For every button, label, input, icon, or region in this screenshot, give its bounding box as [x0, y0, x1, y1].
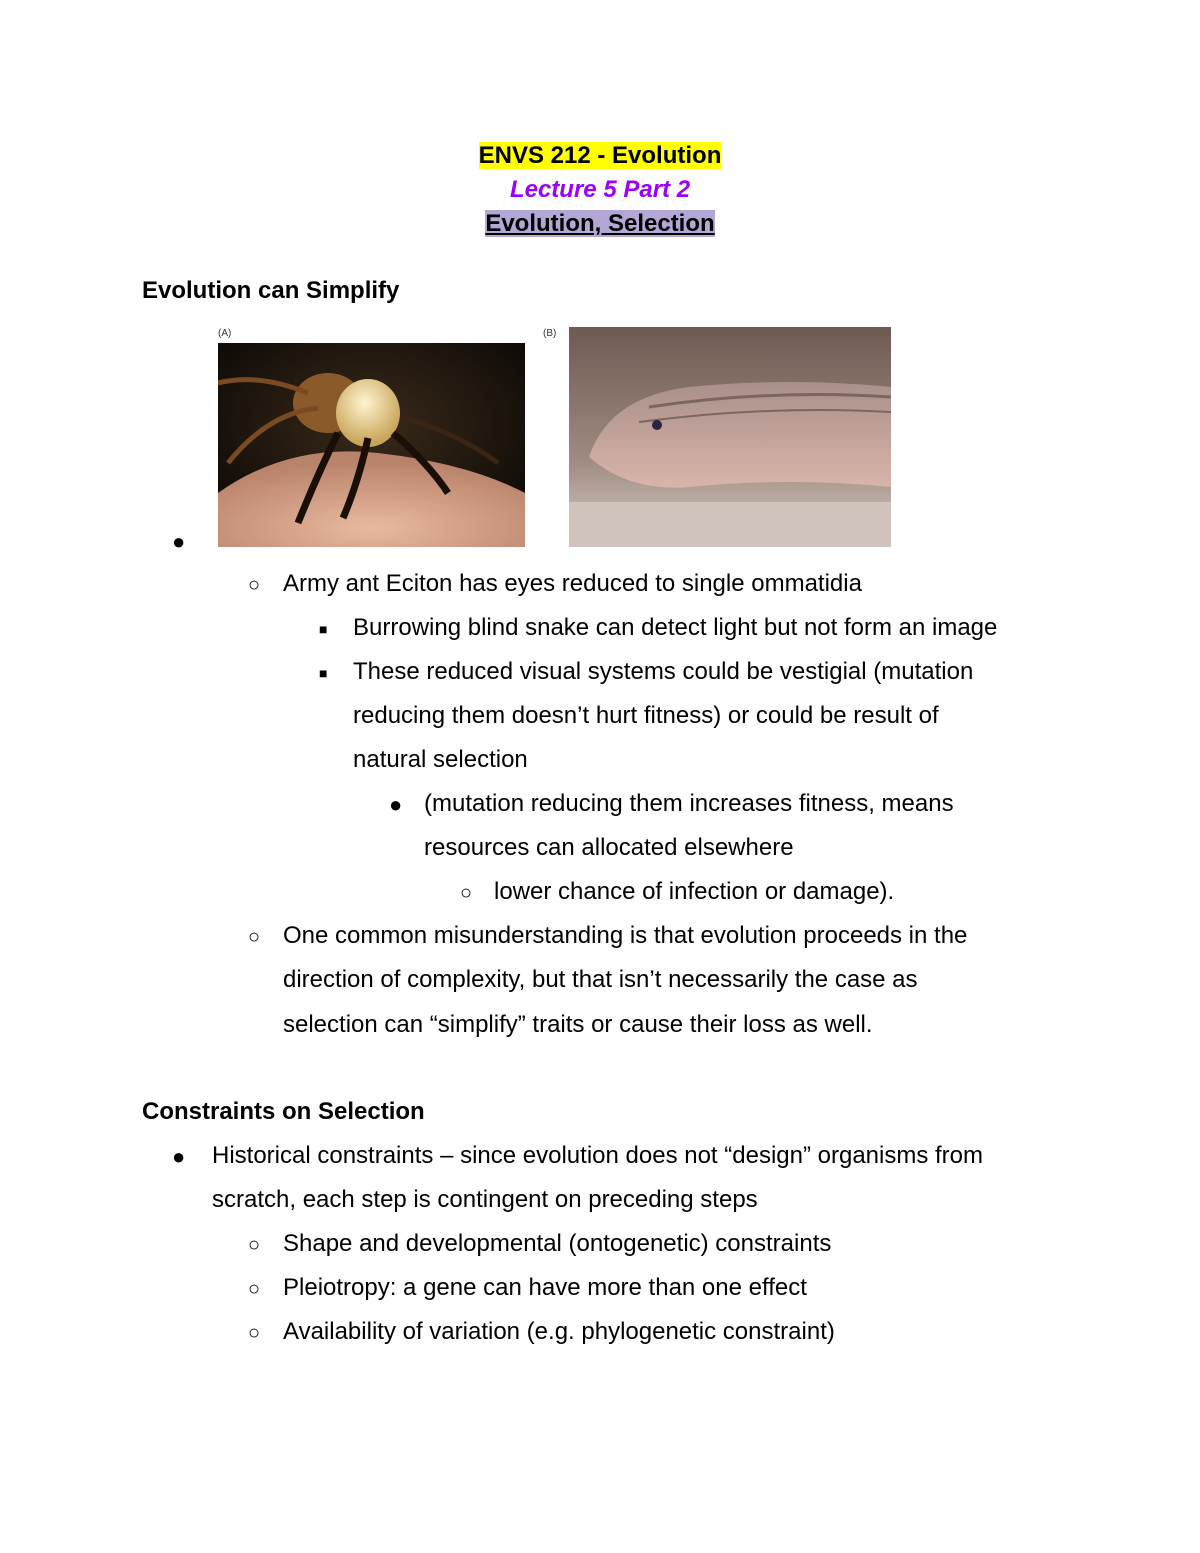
- list-item: Availability of variation (e.g. phylogenetic constraint): [283, 1318, 835, 1345]
- list-item: (mutation reducing them increases fitness, means: [424, 790, 954, 817]
- bullet-disc: ●: [172, 1144, 186, 1169]
- list-item: Shape and developmental (ontogenetic) constraints: [283, 1230, 832, 1257]
- figure-panel-b-label: (B): [543, 328, 557, 339]
- list-item: Pleiotropy: a gene can have more than one effect: [283, 1274, 807, 1301]
- list-item: One common misunderstanding is that evolution proceeds in the: [283, 922, 968, 949]
- bullet-circle: ○: [248, 1234, 261, 1256]
- army-ant-photo: [218, 343, 525, 547]
- bullet-circle: ○: [248, 574, 261, 596]
- list-item: Army ant Eciton has eyes reduced to single ommatidia: [283, 570, 862, 597]
- list-item-continuation: natural selection: [353, 746, 528, 773]
- bullet-disc: ●: [389, 792, 403, 817]
- list-item-continuation: selection can “simplify” traits or cause their loss as well.: [283, 1011, 873, 1038]
- bullet-circle: ○: [460, 882, 473, 904]
- section-heading-simplify: Evolution can Simplify: [142, 277, 400, 304]
- list-item: lower chance of infection or damage).: [494, 878, 895, 905]
- list-item: Historical constraints – since evolution does not “design” organisms from: [212, 1142, 984, 1169]
- list-item-continuation: scratch, each step is contingent on preceding steps: [212, 1186, 758, 1213]
- bullet-square: ■: [319, 665, 328, 681]
- figure-panel-a-label: (A): [218, 328, 232, 339]
- bullet-circle: ○: [248, 1278, 261, 1300]
- list-item: These reduced visual systems could be vestigial (mutation: [353, 658, 974, 685]
- list-item: Burrowing blind snake can detect light but not form an image: [353, 614, 998, 641]
- bullet-circle: ○: [248, 926, 261, 948]
- topic-title: Evolution, Selection: [485, 210, 715, 237]
- bullet-square: ■: [319, 621, 328, 637]
- list-item-continuation: resources can allocated elsewhere: [424, 834, 794, 861]
- bullet-circle: ○: [248, 1322, 261, 1344]
- list-item-continuation: reducing them doesn’t hurt fitness) or could be result of: [353, 702, 939, 729]
- section-heading-constraints: Constraints on Selection: [142, 1098, 425, 1125]
- course-title: ENVS 212 - Evolution: [478, 142, 722, 169]
- list-item-continuation: direction of complexity, but that isn’t necessarily the case as: [283, 966, 918, 993]
- lecture-subtitle: Lecture 5 Part 2: [509, 176, 691, 203]
- bullet-disc-figure: ●: [172, 529, 186, 554]
- blind-snake-photo: [569, 327, 891, 547]
